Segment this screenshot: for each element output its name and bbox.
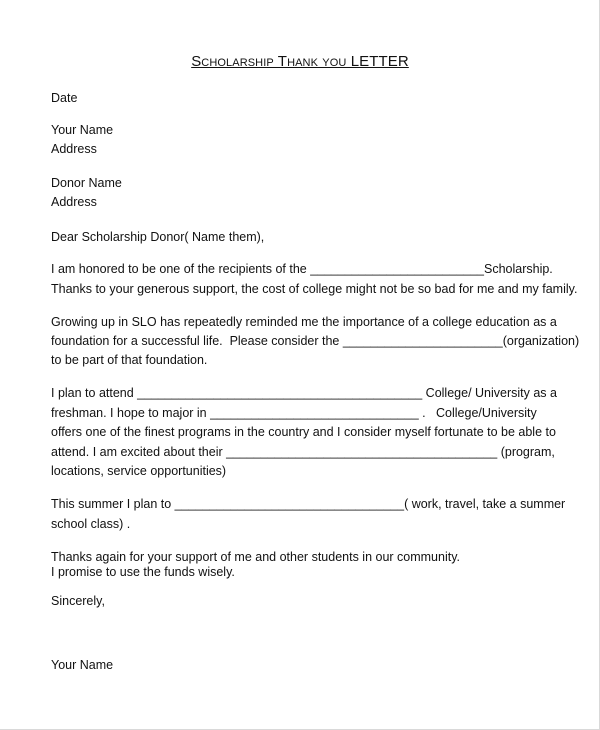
closing-line: Sincerely, [51,594,105,608]
sender-name-line: Your Name [51,123,114,137]
paragraph-2-line-3: to be part of that foundation. [51,353,208,367]
paragraph-1-line-1: I am honored to be one of the recipients of the _________________________Scholarship. [51,262,553,276]
paragraph-2-line-2: foundation for a successful life. Please consider the _______________________(organization) [51,334,580,348]
sender-address-line: Address [51,142,97,156]
date-line: Date [51,91,78,105]
paragraph-3-line-2: freshman. I hope to major in ______________________________ . College/University [51,406,537,420]
paragraph-4-line-1: This summer I plan to _________________________________( work, travel, take a summer [51,497,566,511]
letter-title-text: Scholarship Thank you LETTER [191,53,409,70]
paragraph-2-line-1: Growing up in SLO has repeatedly reminded me the importance of a college education as a [51,315,557,329]
paragraph-3-line-3: offers one of the finest programs in the country and I consider myself fortunate to be able to [51,425,556,439]
donor-address-line: Address [51,195,97,209]
salutation-line: Dear Scholarship Donor( Name them), [51,230,265,244]
paragraph-3-line-5: locations, service opportunities) [51,464,227,478]
paragraph-3-line-4: attend. I am excited about their _______________________________________ (program, [51,445,555,459]
paragraph-1-line-2: Thanks to your generous support, the cost of college might not be so bad for me and my family. [51,282,578,296]
paragraph-5-line-1: Thanks again for your support of me and other students in our community. [51,550,461,564]
signature-name-line: Your Name [51,658,114,672]
paragraph-4-line-2: school class) . [51,517,131,531]
paragraph-5-line-2: I promise to use the funds wisely. [51,565,235,579]
donor-name-line: Donor Name [51,176,122,190]
letter-title [0,52,600,72]
paragraph-3-line-1: I plan to attend _________________________________________ College/ University as a [51,386,557,400]
